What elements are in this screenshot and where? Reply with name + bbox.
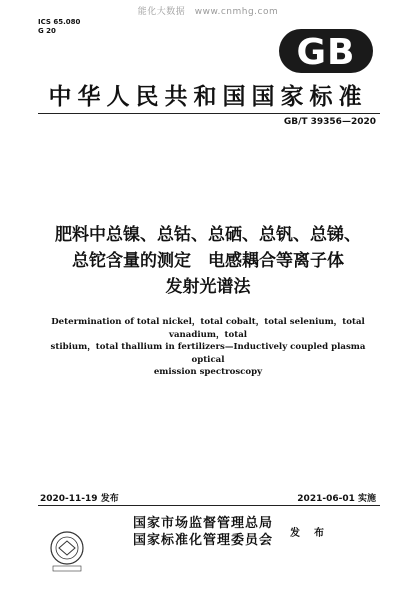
authority-name: 国家标准化管理委员会 [133, 533, 274, 548]
implementation-date: 2021-06-01 实施 [297, 494, 376, 504]
classification-codes [38, 18, 80, 36]
chinese-title [0, 222, 416, 300]
issue-date: 2020-11-19 发布 [40, 494, 119, 504]
cn-title-line: 肥料中总镍、总钴、总硒、总钒、总锑、 [55, 225, 361, 245]
class-code: G 20 [38, 27, 56, 35]
en-title-line: stibium，total thallium in fertilizers—Inductively coupled plasma optical [50, 342, 366, 365]
en-title-line: emission spectroscopy [153, 367, 263, 377]
authority-name: 国家市场监督管理总局 [133, 516, 274, 531]
bottom-divider [38, 505, 380, 506]
english-title [40, 316, 376, 379]
standard-number: GB/T 39356—2020 [283, 117, 376, 127]
gb-logo-icon [278, 28, 374, 74]
cn-title-line: 总铊含量的测定 电感耦合等离子体 [72, 251, 344, 271]
standard-title: 中华人民共和国国家标准 [48, 83, 368, 110]
publish-label: 发 布 [290, 528, 326, 539]
top-divider [38, 113, 380, 114]
en-title-line: Determination of total nickel，total cobalt，total selenium，total vanadium，total [51, 317, 365, 340]
cn-title-line: 发射光谱法 [165, 277, 251, 297]
ics-code: ICS 65.080 [38, 18, 81, 26]
publisher-seal-icon [44, 528, 90, 574]
watermark-text: 能化大数据 www.cnmhg.com [137, 7, 279, 17]
issuing-authorities [133, 515, 273, 549]
gb-logo-text: GB [296, 32, 356, 73]
